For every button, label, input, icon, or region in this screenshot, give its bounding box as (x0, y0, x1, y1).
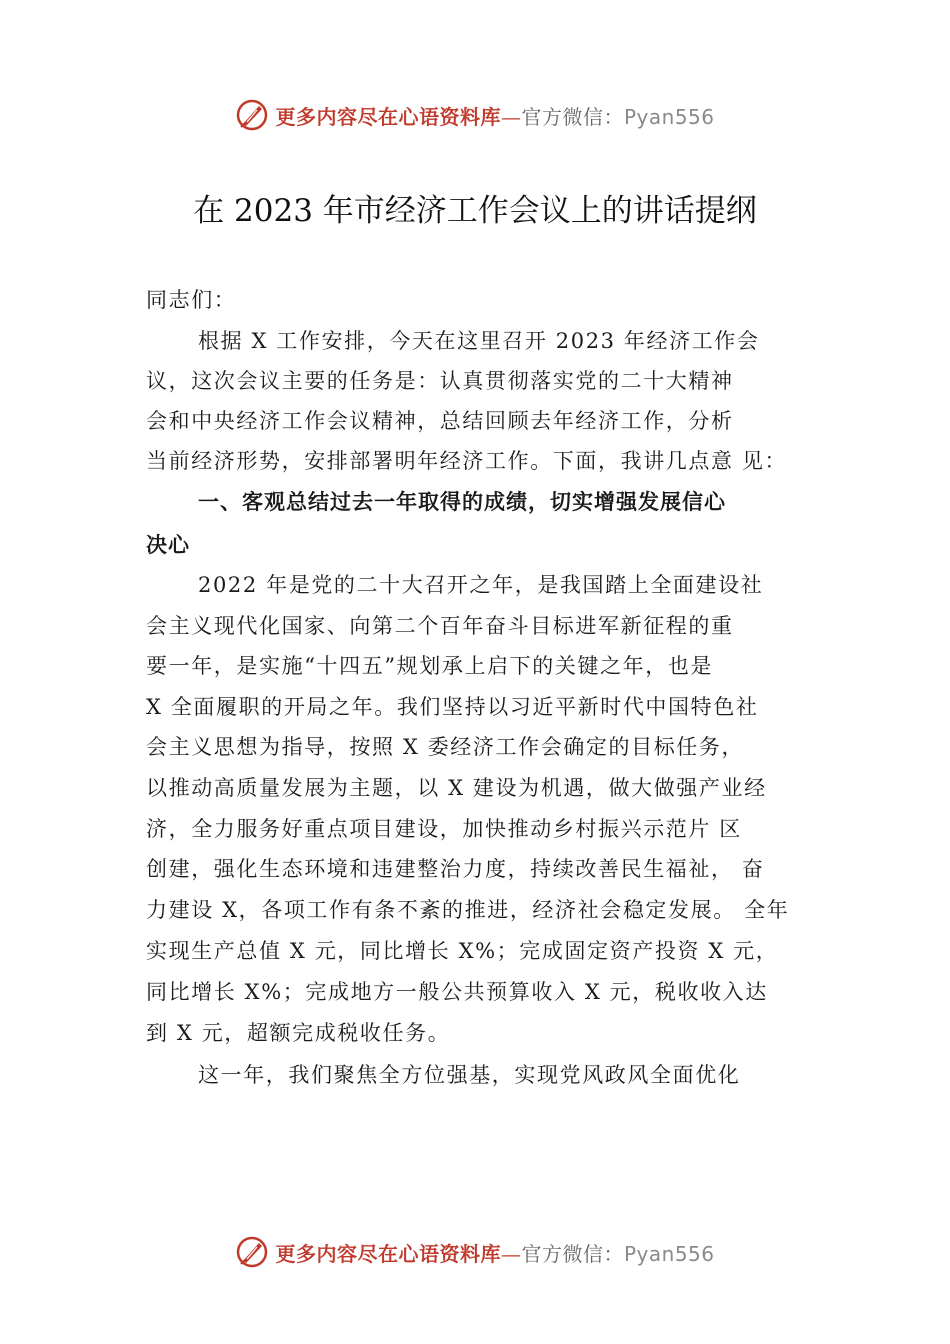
paragraph-line: 会主义思想为指导，按照 X 委经济工作会确定的目标任务， (146, 735, 745, 759)
paragraph-line: 力建设 X，各项工作有条不紊的推进，经济社会稳定发展。 全年 (146, 898, 790, 922)
watermark-handle: Pyan556 (623, 1241, 715, 1266)
paragraph-line: 实现生产总值 X 元，同比增长 X%；完成固定资产投资 X 元， (146, 939, 779, 963)
quill-pen-logo-icon (235, 98, 269, 132)
paragraph-line: 会和中央经济工作会议精神，总结回顾去年经济工作，分析 (146, 409, 734, 433)
document-title: 在 2023 年市经济工作会议上的讲话提纲 (193, 193, 757, 229)
watermark-separator: — (500, 104, 522, 129)
paragraph-line: 议，这次会议主要的任务是：认真贯彻落实党的二十大精神 (146, 369, 734, 393)
paragraph-line: X 全面履职的开局之年。我们坚持以习近平新时代中国特色社 (146, 695, 759, 719)
watermark-handle: Pyan556 (623, 104, 715, 129)
section-heading-continued: 决心 (146, 533, 190, 557)
paragraph-line: 以推动高质量发展为主题，以 X 建设为机遇，做大做强产业经 (146, 776, 767, 800)
paragraph-line: 根据 X 工作安排，今天在这里召开 2023 年经济工作会 (198, 329, 760, 353)
paragraph-line: 济，全力服务好重点项目建设，加快推动乡村振兴示范片 区 (146, 817, 742, 841)
watermark-text (275, 101, 714, 130)
section-heading: 一、客观总结过去一年取得的成绩，切实增强发展信心 (198, 490, 726, 514)
watermark-banner-bottom (0, 1232, 950, 1272)
watermark-text (275, 1238, 714, 1267)
watermark-separator: — (500, 1241, 522, 1266)
paragraph-line: 这一年，我们聚焦全方位强基，实现党风政风全面优化 (198, 1063, 741, 1087)
watermark-banner-top (0, 95, 950, 135)
watermark-brand: 更多内容尽在心语资料库 (275, 104, 501, 129)
paragraph-line: 会主义现代化国家、向第二个百年奋斗目标进军新征程的重 (146, 614, 734, 638)
paragraph-line: 到 X 元，超额完成税收任务。 (146, 1021, 451, 1045)
paragraph-line: 要一年，是实施“十四五”规划承上启下的关键之年，也是 (146, 654, 714, 678)
paragraph-line: 2022 年是党的二十大召开之年，是我国踏上全面建设社 (198, 573, 764, 597)
greeting: 同志们： (146, 288, 237, 312)
paragraph-line: 同比增长 X%；完成地方一般公共预算收入 X 元，税收收入达 (146, 980, 768, 1004)
watermark-brand: 更多内容尽在心语资料库 (275, 1241, 501, 1266)
paragraph-line: 当前经济形势，安排部署明年经济工作。下面，我讲几点意 见： (146, 449, 788, 473)
watermark-label: 官方微信： (521, 1241, 624, 1266)
quill-pen-logo-icon (235, 1235, 269, 1269)
paragraph-line: 创建，强化生态环境和违建整治力度，持续改善民生福祉， 奋 (146, 857, 765, 881)
watermark-label: 官方微信： (521, 104, 624, 129)
